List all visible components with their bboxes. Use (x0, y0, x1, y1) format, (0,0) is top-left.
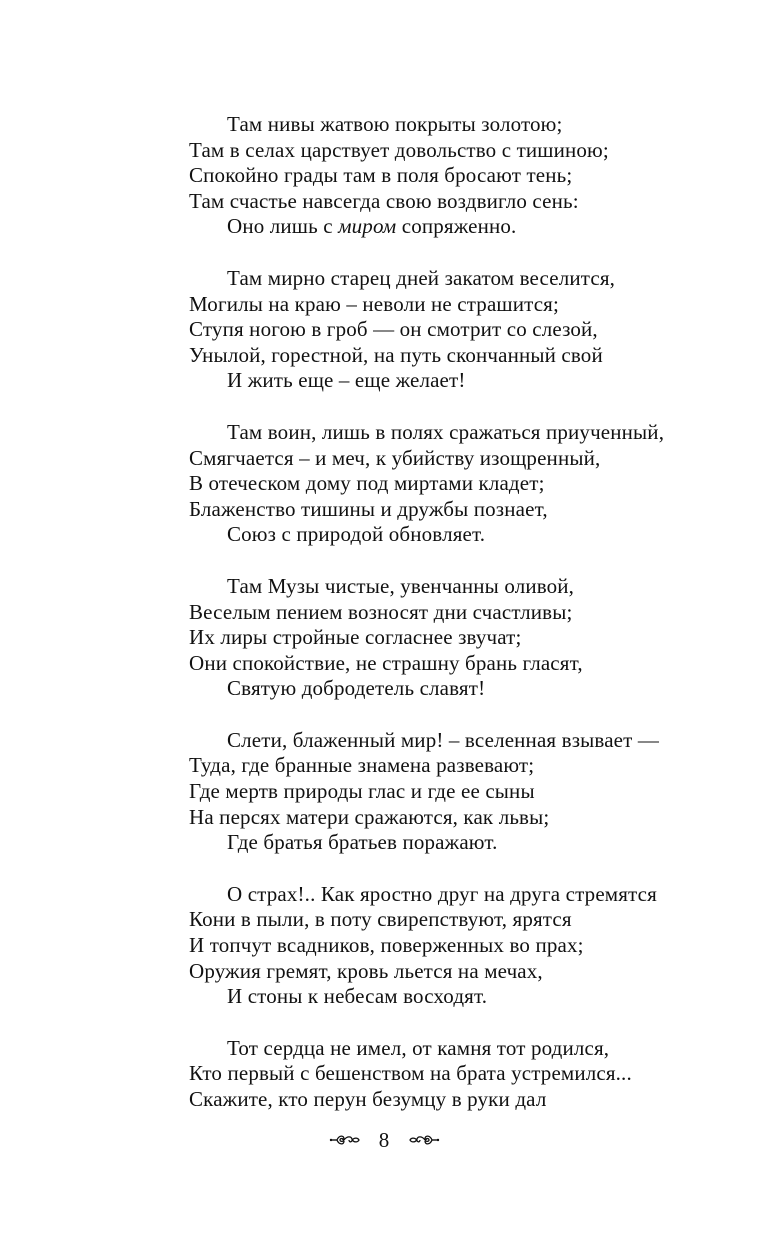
poem-line: Где мертв природы глас и где ее сыны (189, 779, 535, 804)
flourish-ornament-icon (407, 1133, 441, 1147)
stanza (189, 1036, 749, 1113)
poem-line: Кто первый с бешенством на брата устремился... (189, 1061, 632, 1086)
poem-line: Оно лишь с миром сопряженно. (227, 214, 517, 239)
stanza (189, 266, 749, 394)
stanza (189, 112, 749, 240)
stanza (189, 420, 749, 548)
poem-line: Там в селах царствует довольство с тишиною; (189, 137, 609, 162)
poem-line: Туда, где бранные знамена развевают; (189, 753, 535, 778)
poem-line: Святую добродетель славят! (227, 676, 486, 701)
page-footer (0, 1125, 768, 1153)
poem-line: Тот сердца не имел, от камня тот родился, (227, 1035, 610, 1060)
poem-line: Они спокойствие, не страшну брань гласят, (189, 650, 583, 675)
poem-line: На персях матери сражаются, как львы; (189, 804, 550, 829)
poem-line: В отеческом дому под миртами кладет; (189, 471, 545, 496)
page-number: 8 (378, 1128, 390, 1153)
poem-line: Скажите, кто перун безумцу в руки дал (189, 1087, 547, 1111)
poem-line: И топчут всадников, поверженных во прах; (189, 933, 584, 958)
emphasized-word: миром (338, 214, 397, 239)
flourish-ornament-icon (328, 1133, 362, 1147)
poem-line: Ступя ногою в гроб — он смотрит со слезой, (189, 317, 598, 342)
poem-line: Слети, блаженный мир! – вселенная взывает — (227, 727, 660, 752)
poem-line: О страх!.. Как яростно друг на друга стремятся (227, 881, 657, 906)
poem-line: Там счастье навсегда свою воздвигло сень: (189, 188, 579, 213)
poem-line: Веселым пением возносят дни счастливы; (189, 599, 573, 624)
stanza (189, 728, 749, 856)
poem-line: Там воин, лишь в полях сражаться приученный, (227, 419, 665, 444)
poem-line: И жить еще – еще желает! (227, 368, 466, 393)
stanza (189, 882, 749, 1010)
poem-line: Где братья братьев поражают. (227, 830, 498, 855)
poem-line: Там нивы жатвою покрыты золотою; (227, 112, 563, 136)
poem-line: Их лиры стройные согласнее звучат; (189, 625, 522, 650)
poem-line: Там Музы чистые, увенчанны оливой, (227, 573, 575, 598)
poem-body (189, 112, 749, 1139)
poem-line: Союз с природой обновляет. (227, 522, 486, 547)
stanza (189, 574, 749, 702)
poem-line: Смягчается – и меч, к убийству изощренный, (189, 445, 601, 470)
poem-line: Там мирно старец дней закатом веселится, (227, 265, 616, 290)
poem-line: Кони в пыли, в поту свирепствуют, ярятся (189, 907, 572, 932)
poem-line: Блаженство тишины и дружбы познает, (189, 496, 548, 521)
poem-line: И стоны к небесам восходят. (227, 984, 488, 1009)
poem-line: Спокойно грады там в поля бросают тень; (189, 163, 573, 188)
poem-line: Могилы на краю – неволи не страшится; (189, 291, 559, 316)
poem-line: Оружия гремят, кровь льется на мечах, (189, 958, 543, 983)
poem-line: Унылой, горестной, на путь скончанный свой (189, 342, 603, 367)
